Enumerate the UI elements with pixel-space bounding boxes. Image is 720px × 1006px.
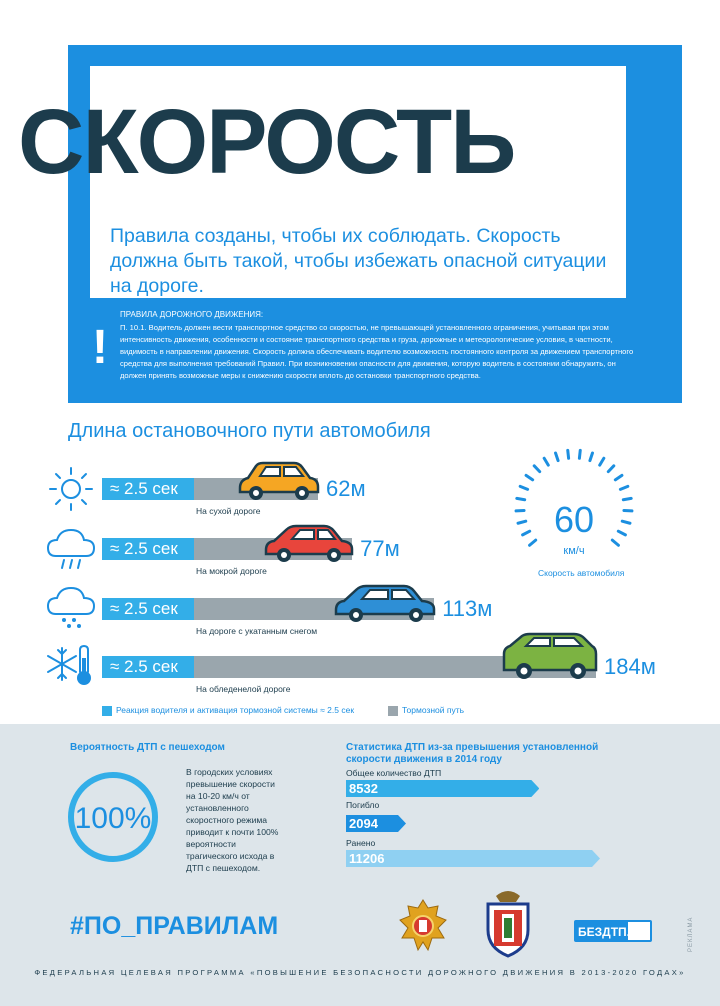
distance-value: 77м <box>360 536 400 561</box>
rain-cloud-icon <box>44 522 98 576</box>
reaction-bar: ≈ 2.5 сек <box>102 538 194 560</box>
gauge-tick <box>590 453 593 461</box>
gauge-tick <box>526 475 533 480</box>
exclamation-icon: ! <box>92 321 108 374</box>
gauge-tick <box>620 486 627 489</box>
legend-swatch-braking <box>388 706 398 716</box>
gauge-tick <box>544 458 548 465</box>
stat-label: Ранено <box>346 838 376 848</box>
condition-label: На дороге с укатанным снегом <box>196 626 318 636</box>
bezdtp-logo <box>574 920 652 942</box>
sedan-car-icon <box>332 580 438 624</box>
probability-circle <box>66 770 160 864</box>
legend-reaction: Реакция водителя и активация тормозной системы ≈ 2.5 сек <box>116 705 355 715</box>
snowflake-thermometer-icon <box>44 640 98 694</box>
speed-caption: Скорость автомобиля <box>538 568 625 578</box>
probability-title: Вероятность ДТП с пешеходом <box>70 742 225 753</box>
speedometer-icon <box>514 448 634 568</box>
stat-label: Общее количество ДТП <box>346 768 442 778</box>
intro-text: Правила созданы, чтобы их соблюдать. Скорость должна быть такой, чтобы избежать опасной ситуации на дороге. <box>110 225 607 297</box>
condition-label: На мокрой дороге <box>196 566 267 576</box>
rules-heading: ПРАВИЛА ДОРОЖНОГО ДВИЖЕНИЯ: <box>120 310 264 319</box>
legend-braking: Тормозной путь <box>402 705 465 715</box>
reaction-bar: ≈ 2.5 сек <box>102 656 194 678</box>
stat-value: 8532 <box>349 781 378 796</box>
section-title: Длина остановочного пути автомобиля <box>68 420 431 442</box>
gauge-tick <box>618 531 625 535</box>
gauge-tick <box>579 450 580 458</box>
suv-car-icon <box>500 630 600 682</box>
gauge-tick <box>608 466 613 472</box>
gauge-tick <box>568 450 569 458</box>
probability-value: 100% <box>74 802 152 835</box>
hashtag: #ПО_ПРАВИЛАМ <box>70 912 279 940</box>
stat-label: Погибло <box>346 800 380 810</box>
ad-mark: РЕКЛАМА <box>688 916 694 952</box>
page-title: СКОРОСТЬ <box>18 91 515 193</box>
reaction-bar: ≈ 2.5 сек <box>102 598 194 620</box>
stat-value: 2094 <box>349 816 378 831</box>
gauge-tick <box>534 466 539 472</box>
sun-icon <box>44 462 98 516</box>
mvd-emblem <box>482 886 534 958</box>
rules-text: П. 10.1. Водитель должен вести транспортное средство со скоростью, не превышающей установленного ограничения, учитывая при этом интенсивность движения, особенности и состояние транспортного средства и груза, дорожные и метеорологические условия, в частности, видимость в направлении движения. Скорость должна обеспечивать водителю возможность постоянного контроля за движением транспортного средства для выполнения требований Правил. При возникновении опасности для движения, которую водитель в состоянии обнаружить, он должен принять возможные меры к снижению скорости вплоть до остановки транспортного средства. <box>120 323 634 380</box>
bezdtp-logo-text: БЕЗДТП.РФ <box>578 925 649 939</box>
program-footer: ФЕДЕРАЛЬНАЯ ЦЕЛЕВАЯ ПРОГРАММА «ПОВЫШЕНИЕ БЕЗОПАСНОСТИ ДОРОЖНОГО ДВИЖЕНИЯ В 2013-2020 ГОДАХ» <box>34 968 686 977</box>
stats-title: Статистика ДТП из-за превышения установленной скорости движения в 2014 году <box>346 742 599 765</box>
speed-value: 60 <box>553 499 595 540</box>
legend-swatch-reaction <box>102 706 112 716</box>
gauge-tick <box>517 498 525 499</box>
condition-label: На сухой дороге <box>196 506 261 516</box>
speed-unit: км/ч <box>563 545 585 557</box>
distance-value: 113м <box>442 596 493 621</box>
gauge-tick <box>530 540 536 545</box>
gauge-tick <box>556 453 559 461</box>
distance-value: 184м <box>604 654 656 679</box>
gauge-tick <box>622 521 630 523</box>
snow-cloud-icon <box>44 582 98 636</box>
gauge-tick <box>518 521 526 523</box>
gibdd-emblem <box>398 898 448 956</box>
reaction-bar: ≈ 2.5 сек <box>102 478 194 500</box>
gauge-tick <box>612 540 618 545</box>
sedan-car-icon <box>260 518 356 564</box>
gauge-tick <box>523 531 530 535</box>
gauge-tick <box>623 498 631 499</box>
distance-value: 62м <box>326 476 366 501</box>
gauge-tick <box>615 475 622 480</box>
condition-label: На обледенелой дороге <box>196 684 291 694</box>
gauge-tick <box>600 458 604 465</box>
gauge-tick <box>520 486 527 489</box>
sedan-car-icon <box>232 458 322 504</box>
stat-value: 11206 <box>349 851 385 866</box>
probability-text: В городских условиях превышение скорости на 10-20 км/ч от установленного скоростного режима приводит к почти 100% вероятности трагического исхода в ДТП с пешеходом. <box>186 767 279 873</box>
